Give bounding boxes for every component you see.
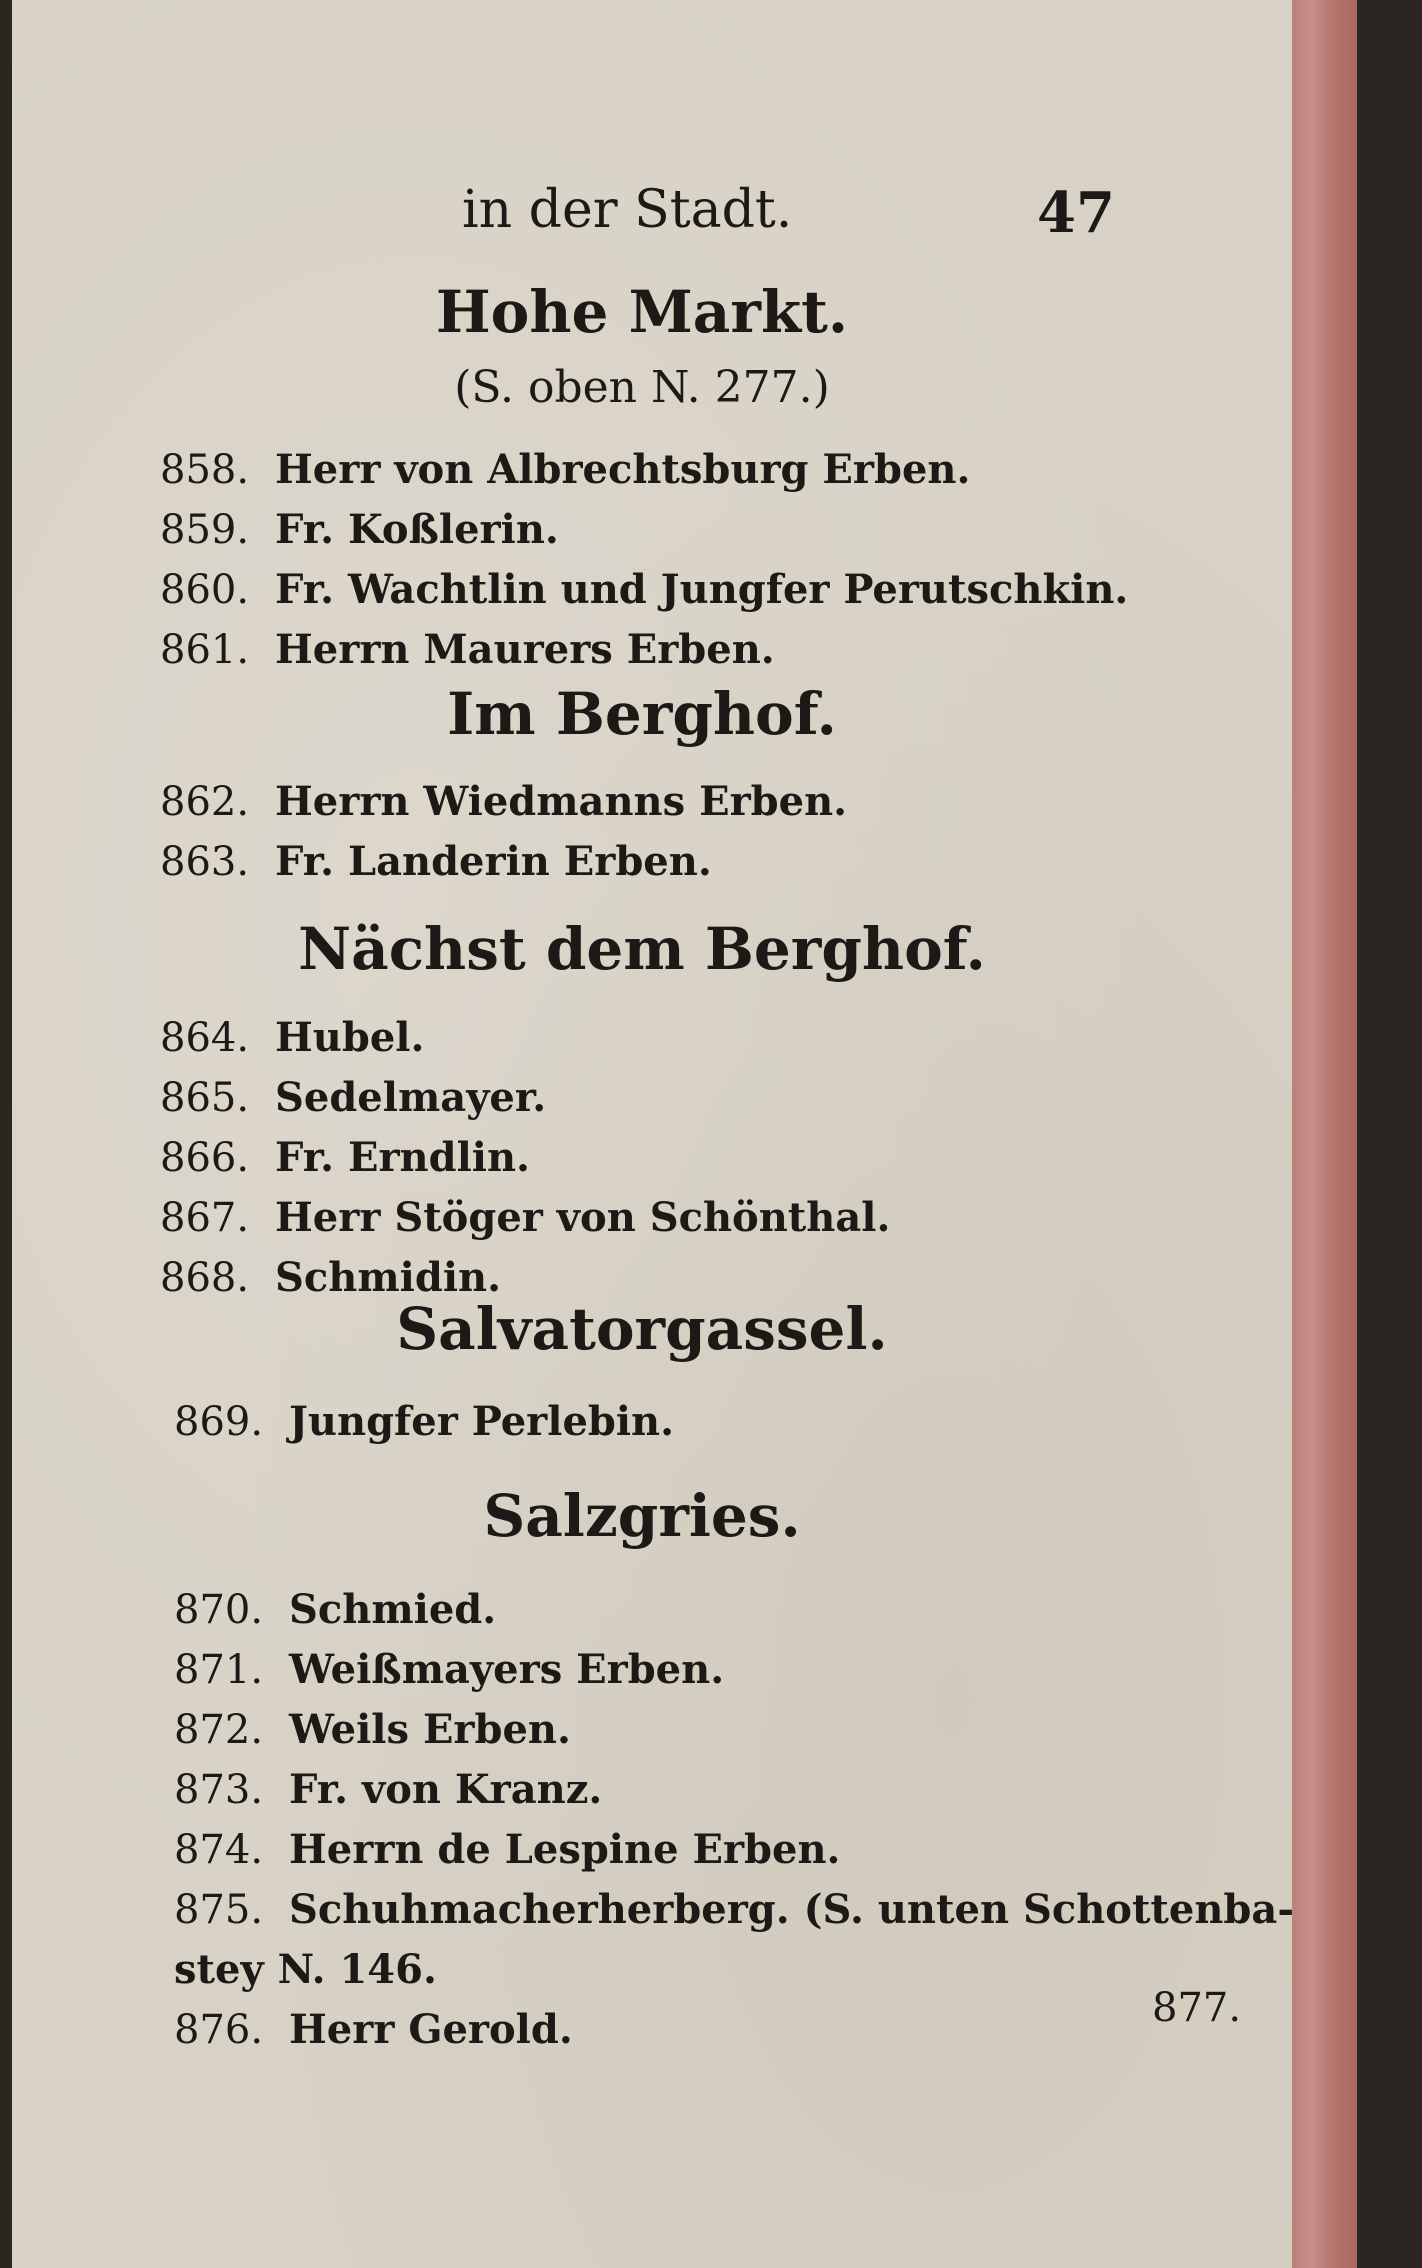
page-edge [1292,0,1357,2268]
list-item [160,1128,890,1188]
catchword: 877. [1152,1985,1242,2031]
entry-text: Herr Stöger von Schönthal. [275,1194,891,1241]
section-title-naechst-dem-berghof: Nächst dem Berghof. [298,915,986,983]
list-item [160,1188,890,1248]
entry-text: Jungfer Perlebin. [289,1398,675,1445]
entry-number: 860. [160,567,250,613]
entry-number: 859. [160,507,250,553]
entry-text: Herrn de Lespine Erben. [289,1826,841,1873]
entry-number: 864. [160,1015,250,1061]
list-item [160,560,1128,620]
entry-text: stey N. 146. [174,1946,437,1993]
list-item [174,1760,1294,1820]
list-item [160,500,1128,560]
entry-text: Weißmayers Erben. [289,1646,725,1693]
entry-list-salzgries [174,1580,1294,2060]
entry-number: 870. [174,1587,264,1633]
entry-number: 868. [160,1255,250,1301]
entry-list-hohe-markt [160,440,1128,680]
list-item-continuation [174,1940,1294,2000]
entry-number: 861. [160,627,250,673]
list-item [174,2000,1294,2060]
page-number: 47 [1037,180,1115,246]
entry-list-im-berghof [160,772,847,892]
entry-number: 875. [174,1887,264,1933]
entry-text: Fr. Wachtlin und Jungfer Perutschkin. [275,566,1129,613]
section-title-salzgries: Salzgries. [483,1482,801,1550]
entry-text: Herr Gerold. [289,2006,573,2053]
entry-number: 873. [174,1767,264,1813]
section-title-salvatorgassel: Salvatorgassel. [396,1295,888,1363]
list-item [174,1392,674,1452]
entry-text: Fr. Erndlin. [275,1134,530,1181]
list-item [174,1640,1294,1700]
list-item [160,440,1128,500]
entry-list-salvatorgassel [174,1392,674,1452]
entry-text: Herrn Maurers Erben. [275,626,775,673]
section-title-hohe-markt: Hohe Markt. [435,278,849,346]
book-page [12,0,1357,2268]
list-item [174,1580,1294,1640]
entry-text: Schmidin. [275,1254,502,1301]
list-item [160,832,847,892]
list-item [160,620,1128,680]
entry-number: 867. [160,1195,250,1241]
list-item [174,1820,1294,1880]
section-title-im-berghof: Im Berghof. [447,680,837,748]
entry-text: Sedelmayer. [275,1074,547,1121]
section-subtitle-hohe-markt: (S. oben N. 277.) [454,362,830,413]
list-item [174,1880,1294,1940]
entry-text: Schuhmacherherberg. (S. unten Schottenba- [289,1886,1294,1933]
entry-list-naechst-dem-berghof [160,1008,890,1308]
entry-number: 866. [160,1135,250,1181]
entry-number: 858. [160,447,250,493]
entry-text: Weils Erben. [289,1706,571,1753]
entry-text: Fr. Landerin Erben. [275,838,712,885]
entry-text: Hubel. [275,1014,425,1061]
entry-number: 874. [174,1827,264,1873]
list-item [160,1008,890,1068]
entry-number: 871. [174,1647,264,1693]
entry-number: 862. [160,779,250,825]
entry-number: 869. [174,1399,264,1445]
list-item [160,1068,890,1128]
list-item [174,1700,1294,1760]
entry-number: 863. [160,839,250,885]
entry-text: Herr von Albrechtsburg Erben. [275,446,971,493]
entry-text: Herrn Wiedmanns Erben. [275,778,848,825]
entry-number: 865. [160,1075,250,1121]
entry-text: Fr. von Kranz. [289,1766,603,1813]
entry-text: Schmied. [289,1586,497,1633]
running-title: in der Stadt. [462,180,793,240]
list-item [160,772,847,832]
entry-number: 872. [174,1707,264,1753]
entry-text: Fr. Koßlerin. [275,506,559,553]
entry-number: 876. [174,2007,264,2053]
